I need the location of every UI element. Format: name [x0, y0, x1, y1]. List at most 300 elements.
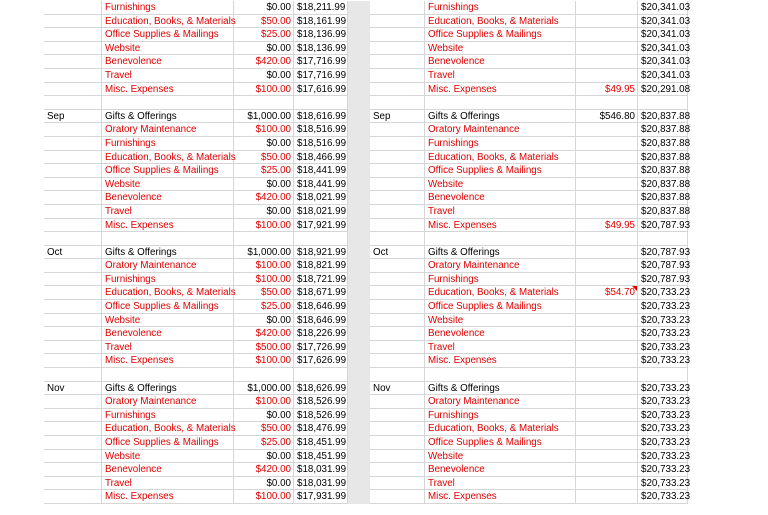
category-cell[interactable]: Furnishings — [102, 137, 234, 151]
balance-cell[interactable]: $20,341.03 — [638, 28, 688, 42]
category-cell[interactable]: Furnishings — [102, 409, 234, 423]
month-cell[interactable] — [370, 368, 425, 382]
balance-cell[interactable]: $18,031.99 — [294, 463, 348, 477]
balance-cell[interactable] — [638, 368, 688, 382]
balance-cell[interactable]: $18,466.99 — [294, 151, 348, 165]
month-cell[interactable] — [44, 219, 102, 233]
balance-cell[interactable]: $18,136.99 — [294, 28, 348, 42]
category-cell[interactable]: Oratory Maintenance — [102, 123, 234, 137]
category-cell[interactable] — [425, 96, 576, 110]
balance-cell[interactable]: $20,787.93 — [638, 259, 688, 273]
balance-cell[interactable]: $20,341.03 — [638, 42, 688, 56]
category-cell[interactable]: Website — [102, 450, 234, 464]
amount-cell[interactable]: $100.00 — [234, 395, 294, 409]
category-cell[interactable]: Misc. Expenses — [102, 83, 234, 97]
balance-cell[interactable]: $20,733.23 — [638, 422, 688, 436]
amount-cell[interactable]: $100.00 — [234, 219, 294, 233]
amount-cell[interactable] — [576, 28, 638, 42]
month-cell[interactable] — [370, 422, 425, 436]
balance-cell[interactable]: $18,646.99 — [294, 300, 348, 314]
amount-cell[interactable]: $49.95 — [576, 83, 638, 97]
month-cell[interactable]: Nov — [44, 382, 102, 396]
category-cell[interactable]: Furnishings — [102, 273, 234, 287]
month-cell[interactable] — [370, 164, 425, 178]
category-cell[interactable]: Office Supplies & Mailings — [425, 28, 576, 42]
amount-cell[interactable] — [576, 477, 638, 491]
month-cell[interactable] — [44, 327, 102, 341]
separator-column — [348, 490, 370, 504]
balance-cell[interactable]: $18,526.99 — [294, 409, 348, 423]
month-cell[interactable] — [44, 55, 102, 69]
amount-cell[interactable]: $49.95 — [576, 219, 638, 233]
amount-cell[interactable]: $50.00 — [234, 422, 294, 436]
month-cell[interactable] — [44, 273, 102, 287]
month-cell[interactable] — [44, 450, 102, 464]
balance-cell[interactable]: $18,021.99 — [294, 191, 348, 205]
amount-cell[interactable] — [576, 273, 638, 287]
amount-cell[interactable]: $25.00 — [234, 28, 294, 42]
amount-cell[interactable] — [576, 164, 638, 178]
month-cell[interactable] — [370, 341, 425, 355]
amount-cell[interactable]: $25.00 — [234, 300, 294, 314]
amount-cell[interactable] — [576, 300, 638, 314]
month-cell[interactable] — [370, 55, 425, 69]
balance-cell[interactable]: $18,646.99 — [294, 314, 348, 328]
month-cell[interactable] — [370, 96, 425, 110]
category-cell[interactable]: Benevolence — [102, 191, 234, 205]
month-cell[interactable] — [44, 69, 102, 83]
amount-cell[interactable] — [234, 232, 294, 246]
category-cell[interactable]: Furnishings — [425, 409, 576, 423]
balance-cell[interactable] — [638, 232, 688, 246]
category-cell[interactable]: Gifts & Offerings — [102, 382, 234, 396]
month-cell[interactable]: Oct — [44, 246, 102, 260]
balance-cell[interactable]: $20,733.23 — [638, 490, 688, 504]
month-cell[interactable] — [370, 42, 425, 56]
amount-cell[interactable] — [576, 368, 638, 382]
month-cell[interactable] — [370, 191, 425, 205]
balance-cell[interactable]: $18,441.99 — [294, 178, 348, 192]
balance-cell[interactable]: $17,716.99 — [294, 69, 348, 83]
category-cell[interactable]: Misc. Expenses — [102, 490, 234, 504]
balance-cell[interactable]: $18,821.99 — [294, 259, 348, 273]
month-cell[interactable] — [370, 450, 425, 464]
month-cell[interactable] — [370, 327, 425, 341]
month-cell[interactable] — [44, 436, 102, 450]
amount-cell[interactable]: $1,000.00 — [234, 382, 294, 396]
amount-cell[interactable] — [576, 422, 638, 436]
category-cell[interactable]: Travel — [425, 69, 576, 83]
category-cell[interactable]: Website — [102, 314, 234, 328]
amount-cell[interactable]: $0.00 — [234, 137, 294, 151]
amount-cell[interactable] — [576, 96, 638, 110]
month-cell[interactable] — [370, 490, 425, 504]
category-cell[interactable]: Oratory Maintenance — [425, 259, 576, 273]
amount-cell[interactable] — [576, 246, 638, 260]
month-cell[interactable] — [44, 354, 102, 368]
month-cell[interactable] — [44, 123, 102, 137]
balance-cell[interactable]: $18,616.99 — [294, 110, 348, 124]
category-cell[interactable]: Office Supplies & Mailings — [102, 28, 234, 42]
amount-cell[interactable] — [576, 137, 638, 151]
month-cell[interactable] — [370, 354, 425, 368]
balance-cell[interactable]: $20,733.23 — [638, 341, 688, 355]
balance-cell[interactable]: $20,733.23 — [638, 436, 688, 450]
category-cell[interactable]: Education, Books, & Materials — [425, 15, 576, 29]
category-cell[interactable]: Furnishings — [425, 273, 576, 287]
amount-cell[interactable]: $50.00 — [234, 151, 294, 165]
amount-cell[interactable] — [234, 96, 294, 110]
balance-cell[interactable] — [638, 96, 688, 110]
amount-cell[interactable] — [234, 368, 294, 382]
balance-cell[interactable]: $20,733.23 — [638, 314, 688, 328]
balance-cell[interactable]: $20,733.23 — [638, 395, 688, 409]
month-cell[interactable]: Nov — [370, 382, 425, 396]
amount-cell[interactable] — [576, 69, 638, 83]
month-cell[interactable] — [44, 463, 102, 477]
balance-cell[interactable]: $18,516.99 — [294, 123, 348, 137]
category-cell[interactable]: Travel — [102, 477, 234, 491]
month-cell[interactable] — [44, 422, 102, 436]
balance-cell[interactable]: $18,516.99 — [294, 137, 348, 151]
month-cell[interactable]: Oct — [370, 246, 425, 260]
balance-cell[interactable]: $17,921.99 — [294, 219, 348, 233]
month-cell[interactable] — [44, 286, 102, 300]
category-cell[interactable]: Website — [102, 42, 234, 56]
amount-cell[interactable]: $1,000.00 — [234, 246, 294, 260]
category-cell[interactable]: Website — [425, 314, 576, 328]
amount-cell[interactable] — [576, 259, 638, 273]
month-cell[interactable] — [44, 409, 102, 423]
balance-cell[interactable]: $18,721.99 — [294, 273, 348, 287]
category-cell[interactable]: Benevolence — [102, 463, 234, 477]
balance-cell[interactable]: $20,837.88 — [638, 164, 688, 178]
month-cell[interactable] — [370, 395, 425, 409]
amount-cell[interactable]: $0.00 — [234, 69, 294, 83]
amount-cell[interactable] — [576, 151, 638, 165]
amount-cell[interactable] — [576, 341, 638, 355]
month-cell[interactable] — [370, 151, 425, 165]
balance-cell[interactable]: $17,716.99 — [294, 55, 348, 69]
category-cell[interactable]: Education, Books, & Materials — [425, 422, 576, 436]
amount-cell[interactable] — [576, 1, 638, 15]
category-cell[interactable]: Travel — [102, 69, 234, 83]
category-cell[interactable] — [102, 232, 234, 246]
balance-cell[interactable]: $20,733.23 — [638, 382, 688, 396]
balance-cell[interactable]: $17,726.99 — [294, 341, 348, 355]
month-cell[interactable] — [370, 259, 425, 273]
balance-cell[interactable]: $18,226.99 — [294, 327, 348, 341]
balance-cell[interactable] — [294, 232, 348, 246]
month-cell[interactable] — [44, 96, 102, 110]
amount-cell[interactable]: $0.00 — [234, 477, 294, 491]
month-cell[interactable] — [44, 395, 102, 409]
month-cell[interactable] — [44, 191, 102, 205]
category-cell[interactable]: Furnishings — [102, 1, 234, 15]
category-cell[interactable] — [425, 232, 576, 246]
balance-cell[interactable]: $18,021.99 — [294, 205, 348, 219]
balance-cell[interactable]: $18,211.99 — [294, 1, 348, 15]
balance-cell[interactable]: $18,161.99 — [294, 15, 348, 29]
balance-cell[interactable]: $18,031.99 — [294, 477, 348, 491]
amount-cell[interactable]: $50.00 — [234, 15, 294, 29]
amount-cell[interactable] — [576, 42, 638, 56]
category-cell[interactable]: Misc. Expenses — [425, 219, 576, 233]
month-cell[interactable] — [44, 368, 102, 382]
category-cell[interactable]: Office Supplies & Mailings — [102, 436, 234, 450]
amount-cell[interactable]: $100.00 — [234, 259, 294, 273]
amount-cell[interactable]: $100.00 — [234, 490, 294, 504]
balance-cell[interactable]: $20,733.23 — [638, 450, 688, 464]
category-cell[interactable] — [102, 96, 234, 110]
category-cell[interactable]: Education, Books, & Materials — [102, 422, 234, 436]
category-cell[interactable]: Misc. Expenses — [425, 490, 576, 504]
category-cell[interactable]: Oratory Maintenance — [102, 259, 234, 273]
category-cell[interactable]: Misc. Expenses — [102, 354, 234, 368]
category-cell[interactable]: Misc. Expenses — [102, 219, 234, 233]
balance-cell[interactable]: $20,733.23 — [638, 300, 688, 314]
amount-cell[interactable]: $0.00 — [234, 205, 294, 219]
amount-cell[interactable] — [576, 314, 638, 328]
balance-cell[interactable]: $18,441.99 — [294, 164, 348, 178]
balance-cell[interactable]: $20,837.88 — [638, 151, 688, 165]
amount-cell[interactable]: $0.00 — [234, 1, 294, 15]
month-cell[interactable] — [370, 15, 425, 29]
category-cell[interactable]: Gifts & Offerings — [102, 246, 234, 260]
month-cell[interactable] — [44, 300, 102, 314]
category-cell[interactable]: Education, Books, & Materials — [102, 15, 234, 29]
balance-cell[interactable]: $20,733.23 — [638, 327, 688, 341]
balance-cell[interactable]: $18,921.99 — [294, 246, 348, 260]
balance-cell[interactable] — [294, 368, 348, 382]
category-cell[interactable]: Website — [425, 450, 576, 464]
balance-cell[interactable]: $20,341.03 — [638, 55, 688, 69]
amount-cell[interactable] — [576, 327, 638, 341]
category-cell[interactable]: Gifts & Offerings — [425, 382, 576, 396]
amount-cell[interactable] — [576, 123, 638, 137]
category-cell[interactable]: Oratory Maintenance — [425, 123, 576, 137]
category-cell[interactable]: Benevolence — [425, 327, 576, 341]
amount-cell[interactable] — [576, 55, 638, 69]
category-cell[interactable]: Office Supplies & Mailings — [425, 164, 576, 178]
amount-cell[interactable]: $54.70 — [576, 286, 638, 300]
month-cell[interactable] — [370, 463, 425, 477]
balance-cell[interactable]: $20,787.93 — [638, 273, 688, 287]
amount-cell[interactable]: $420.00 — [234, 191, 294, 205]
category-cell[interactable]: Office Supplies & Mailings — [102, 164, 234, 178]
amount-cell[interactable] — [576, 490, 638, 504]
category-cell[interactable]: Office Supplies & Mailings — [102, 300, 234, 314]
month-cell[interactable] — [44, 477, 102, 491]
month-cell[interactable] — [370, 28, 425, 42]
balance-cell[interactable]: $20,733.23 — [638, 354, 688, 368]
balance-cell[interactable]: $20,787.93 — [638, 246, 688, 260]
amount-cell[interactable]: $25.00 — [234, 164, 294, 178]
month-cell[interactable] — [44, 490, 102, 504]
category-cell[interactable]: Benevolence — [102, 327, 234, 341]
category-cell[interactable]: Travel — [102, 205, 234, 219]
amount-cell[interactable] — [576, 450, 638, 464]
amount-cell[interactable]: $50.00 — [234, 286, 294, 300]
month-cell[interactable] — [44, 259, 102, 273]
balance-cell[interactable]: $17,616.99 — [294, 83, 348, 97]
amount-cell[interactable]: $420.00 — [234, 463, 294, 477]
category-cell[interactable]: Website — [102, 178, 234, 192]
month-cell[interactable] — [370, 273, 425, 287]
amount-cell[interactable] — [576, 205, 638, 219]
month-cell[interactable] — [370, 1, 425, 15]
balance-cell[interactable]: $20,341.03 — [638, 1, 688, 15]
category-cell[interactable]: Benevolence — [425, 463, 576, 477]
table-row — [44, 205, 691, 219]
balance-cell[interactable]: $20,733.23 — [638, 286, 688, 300]
balance-cell[interactable]: $18,451.99 — [294, 436, 348, 450]
month-cell[interactable] — [370, 219, 425, 233]
balance-cell[interactable]: $20,837.88 — [638, 205, 688, 219]
month-cell[interactable] — [370, 83, 425, 97]
amount-cell[interactable] — [576, 436, 638, 450]
amount-cell[interactable]: $100.00 — [234, 83, 294, 97]
month-cell[interactable] — [44, 164, 102, 178]
month-cell[interactable] — [44, 137, 102, 151]
category-cell[interactable]: Benevolence — [425, 55, 576, 69]
balance-cell[interactable]: $18,476.99 — [294, 422, 348, 436]
amount-cell[interactable] — [576, 15, 638, 29]
balance-cell[interactable]: $20,733.23 — [638, 463, 688, 477]
month-cell[interactable] — [370, 436, 425, 450]
category-cell[interactable]: Website — [425, 42, 576, 56]
category-cell[interactable]: Misc. Expenses — [425, 83, 576, 97]
balance-cell[interactable]: $20,837.88 — [638, 110, 688, 124]
category-cell[interactable]: Gifts & Offerings — [102, 110, 234, 124]
amount-cell[interactable] — [576, 178, 638, 192]
month-cell[interactable] — [370, 137, 425, 151]
amount-cell[interactable] — [576, 354, 638, 368]
month-cell[interactable] — [370, 300, 425, 314]
category-cell[interactable]: Benevolence — [425, 191, 576, 205]
category-cell[interactable]: Office Supplies & Mailings — [425, 436, 576, 450]
month-cell[interactable] — [370, 409, 425, 423]
month-cell[interactable] — [370, 123, 425, 137]
amount-cell[interactable]: $500.00 — [234, 341, 294, 355]
category-cell[interactable]: Gifts & Offerings — [425, 110, 576, 124]
balance-cell[interactable]: $20,733.23 — [638, 409, 688, 423]
balance-cell[interactable]: $20,837.88 — [638, 137, 688, 151]
amount-cell[interactable] — [576, 395, 638, 409]
balance-cell[interactable]: $20,787.93 — [638, 219, 688, 233]
amount-cell[interactable]: $546.80 — [576, 110, 638, 124]
category-cell[interactable]: Education, Books, & Materials — [425, 286, 576, 300]
category-cell[interactable]: Travel — [425, 205, 576, 219]
balance-cell[interactable]: $18,136.99 — [294, 42, 348, 56]
amount-cell[interactable] — [576, 463, 638, 477]
month-cell[interactable] — [44, 1, 102, 15]
balance-cell[interactable]: $17,626.99 — [294, 354, 348, 368]
category-cell[interactable]: Oratory Maintenance — [102, 395, 234, 409]
month-cell[interactable] — [370, 232, 425, 246]
month-cell[interactable] — [370, 286, 425, 300]
category-cell[interactable]: Office Supplies & Mailings — [425, 300, 576, 314]
balance-cell[interactable]: $20,837.88 — [638, 123, 688, 137]
category-cell[interactable]: Website — [425, 178, 576, 192]
month-cell[interactable] — [44, 205, 102, 219]
category-cell[interactable]: Gifts & Offerings — [425, 246, 576, 260]
category-cell[interactable]: Furnishings — [425, 137, 576, 151]
category-cell[interactable] — [102, 368, 234, 382]
category-cell[interactable]: Benevolence — [102, 55, 234, 69]
comment-indicator-icon[interactable] — [632, 286, 637, 291]
amount-cell[interactable] — [576, 191, 638, 205]
balance-cell[interactable]: $20,837.88 — [638, 178, 688, 192]
month-cell[interactable] — [44, 232, 102, 246]
month-cell[interactable] — [44, 83, 102, 97]
month-cell[interactable] — [370, 477, 425, 491]
category-cell[interactable]: Travel — [425, 341, 576, 355]
month-cell[interactable] — [44, 151, 102, 165]
table-row — [44, 110, 691, 124]
month-cell[interactable]: Sep — [370, 110, 425, 124]
balance-cell[interactable]: $20,341.03 — [638, 69, 688, 83]
amount-cell[interactable]: $100.00 — [234, 273, 294, 287]
category-cell[interactable]: Education, Books, & Materials — [102, 286, 234, 300]
category-cell[interactable]: Education, Books, & Materials — [425, 151, 576, 165]
month-cell[interactable] — [44, 42, 102, 56]
month-cell[interactable] — [44, 178, 102, 192]
category-cell[interactable]: Education, Books, & Materials — [102, 151, 234, 165]
category-cell[interactable]: Oratory Maintenance — [425, 395, 576, 409]
balance-cell[interactable]: $20,341.03 — [638, 15, 688, 29]
amount-cell[interactable]: $0.00 — [234, 178, 294, 192]
month-cell[interactable]: Sep — [44, 110, 102, 124]
balance-cell[interactable]: $18,671.99 — [294, 286, 348, 300]
balance-cell[interactable]: $18,526.99 — [294, 395, 348, 409]
amount-cell[interactable]: $100.00 — [234, 123, 294, 137]
balance-cell[interactable]: $18,626.99 — [294, 382, 348, 396]
amount-cell[interactable]: $25.00 — [234, 436, 294, 450]
amount-cell[interactable]: $1,000.00 — [234, 110, 294, 124]
amount-cell[interactable]: $0.00 — [234, 314, 294, 328]
category-cell[interactable]: Furnishings — [425, 1, 576, 15]
amount-cell[interactable]: $100.00 — [234, 354, 294, 368]
amount-cell[interactable] — [576, 232, 638, 246]
month-cell[interactable] — [44, 15, 102, 29]
balance-cell[interactable]: $18,451.99 — [294, 450, 348, 464]
amount-cell[interactable]: $0.00 — [234, 409, 294, 423]
amount-cell[interactable]: $0.00 — [234, 42, 294, 56]
category-cell[interactable] — [425, 368, 576, 382]
balance-cell[interactable]: $20,733.23 — [638, 477, 688, 491]
category-cell[interactable]: Travel — [425, 477, 576, 491]
month-cell[interactable] — [44, 314, 102, 328]
category-cell[interactable]: Travel — [102, 341, 234, 355]
balance-cell[interactable] — [294, 96, 348, 110]
amount-cell[interactable]: $420.00 — [234, 327, 294, 341]
month-cell[interactable] — [44, 28, 102, 42]
amount-cell[interactable]: $0.00 — [234, 450, 294, 464]
balance-cell[interactable]: $20,291.08 — [638, 83, 688, 97]
month-cell[interactable] — [370, 205, 425, 219]
month-cell[interactable] — [44, 341, 102, 355]
amount-cell[interactable] — [576, 382, 638, 396]
month-cell[interactable] — [370, 69, 425, 83]
amount-cell[interactable] — [576, 409, 638, 423]
balance-cell[interactable]: $20,837.88 — [638, 191, 688, 205]
balance-cell[interactable]: $17,931.99 — [294, 490, 348, 504]
month-cell[interactable] — [370, 178, 425, 192]
amount-cell[interactable]: $420.00 — [234, 55, 294, 69]
category-cell[interactable]: Misc. Expenses — [425, 354, 576, 368]
month-cell[interactable] — [370, 314, 425, 328]
